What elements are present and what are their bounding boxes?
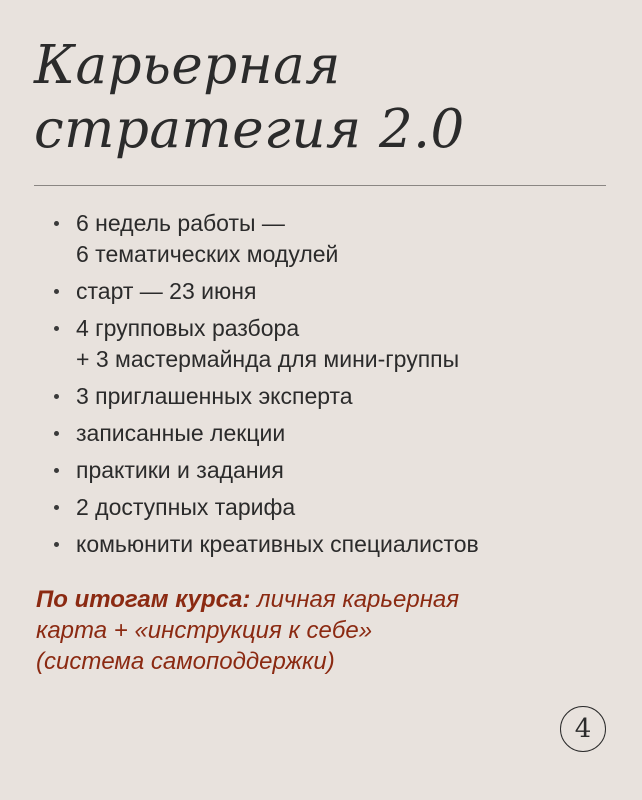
bullet-icon: [54, 326, 59, 331]
list-item-text: комьюнити креативных специалистов: [76, 531, 479, 557]
list-item-text: 6 тематических модулей: [76, 241, 339, 267]
list-item-text: старт — 23 июня: [76, 278, 257, 304]
course-summary: [36, 584, 459, 677]
list-item: [54, 455, 479, 486]
list-item: [54, 529, 479, 560]
list-item: [54, 418, 479, 449]
summary-line-1: [36, 584, 459, 615]
page-title: [34, 34, 465, 162]
bullet-icon: [54, 431, 59, 436]
bullet-icon: [54, 542, 59, 547]
bullet-icon: [54, 505, 59, 510]
list-item: [54, 276, 479, 307]
summary-text: личная карьерная: [250, 586, 460, 613]
list-item-text: практики и задания: [76, 457, 284, 483]
list-item: [54, 313, 479, 375]
list-item-text: записанные лекции: [76, 420, 286, 446]
bullet-icon: [54, 394, 59, 399]
bullet-icon: [54, 468, 59, 473]
list-item-text: 6 недель работы —: [76, 210, 285, 236]
list-item: [54, 208, 479, 270]
list-item-text: 2 доступных тарифа: [76, 494, 296, 520]
summary-line-2: карта + «инструкция к себе»: [36, 617, 373, 644]
summary-lead: По итогам курса:: [36, 586, 251, 613]
feature-list: [54, 208, 479, 566]
page-number: 4: [560, 706, 606, 752]
title-line-2: стратегия 2.0: [34, 99, 465, 160]
list-item: [54, 381, 479, 412]
divider: [34, 185, 606, 186]
title-line-1: Карьерная: [34, 35, 341, 96]
bullet-icon: [54, 221, 59, 226]
list-item-text: + 3 мастермайнда для мини-группы: [76, 346, 460, 372]
list-item-text: 3 приглашенных эксперта: [76, 383, 353, 409]
list-item-text: 4 групповых разбора: [76, 315, 300, 341]
list-item: [54, 492, 479, 523]
summary-line-3: (система самоподдержки): [36, 648, 335, 675]
bullet-icon: [54, 289, 59, 294]
